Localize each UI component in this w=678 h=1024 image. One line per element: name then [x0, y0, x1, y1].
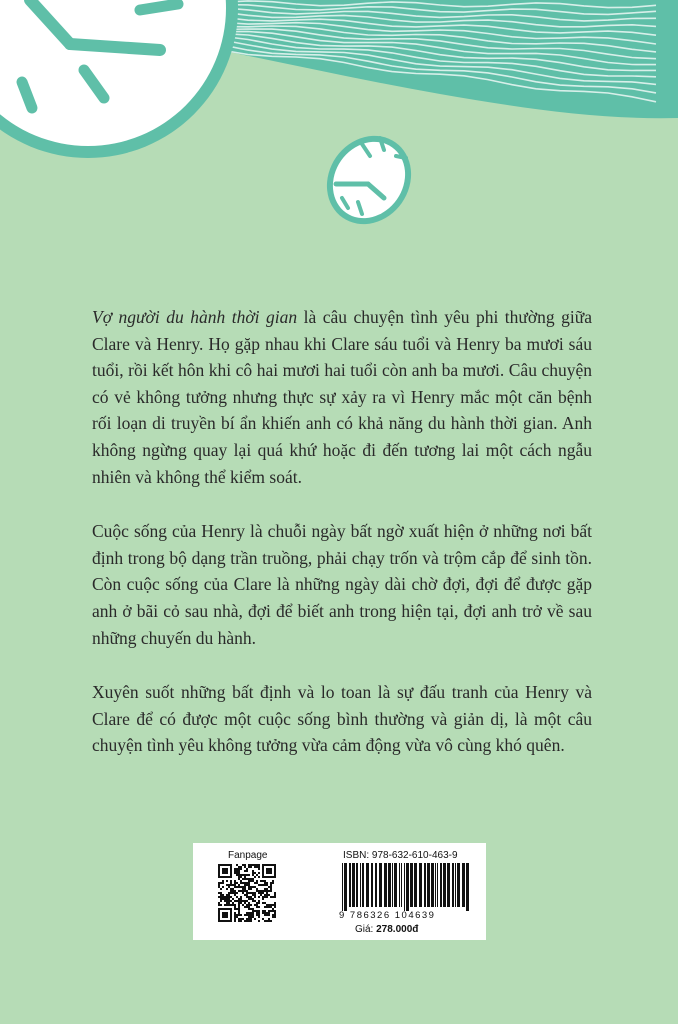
blurb-paragraph-1 [92, 304, 592, 490]
back-cover-blurb [92, 304, 592, 787]
barcode-icon [338, 863, 474, 911]
blurb-paragraph-3: Xuyên suốt những bất định và lo toan là sự đấu tranh của Henry và Clare để có được một cuộc sống bình thường và giản dị, là một câu chuyện tình yêu không tưởng vừa cảm động vừa vô cùng khó quên. [92, 682, 592, 756]
qr-code-icon[interactable] [218, 864, 276, 922]
fanpage-label: Fanpage [228, 850, 268, 861]
price-prefix: Giá: [355, 924, 377, 935]
price-value: 278.000đ [376, 924, 419, 935]
large-clock-icon [0, 0, 238, 158]
book-title: Vợ người du hành thời gian [92, 307, 298, 327]
blurb-paragraph-2: Cuộc sống của Henry là chuỗi ngày bất ngờ xuất hiện ở những nơi bất định trong bộ dạng trần truồng, phải chạy trốn và trộm cắp để sinh tồn. Còn cuộc sống của Clare là những ngày dài chờ đợi, đợi để được gặp anh ở bãi cỏ sau nhà, đợi để biết anh trong hiện tại, đợi anh trở về sau những chuyến du hành. [92, 521, 592, 648]
barcode-digits: 9 786326 104639 [339, 910, 436, 921]
price-label [355, 924, 418, 935]
small-clock-icon [318, 128, 420, 232]
waves-pattern [200, 0, 678, 118]
isbn-label: ISBN: 978-632-610-463-9 [343, 850, 458, 861]
barcode-panel [193, 843, 486, 940]
blurb-paragraph-1-text: là câu chuyện tình yêu phi thường giữa Clare và Henry. Họ gặp nhau khi Clare sáu tuổi và Henry ba mươi sáu tuổi, rồi kết hôn khi cô hai mươi hai tuổi còn anh ba mươi. Câu chuyện có vẻ không tưởng nhưng thực sự xảy ra vì Henry mắc một căn bệnh rối loạn di truyền bí ẩn khiến anh có khả năng du hành thời gian. Anh không ngừng quay lại quá khứ hoặc đi đến tương lai một cách ngẫu nhiên và không thể kiểm soát. [92, 307, 592, 487]
